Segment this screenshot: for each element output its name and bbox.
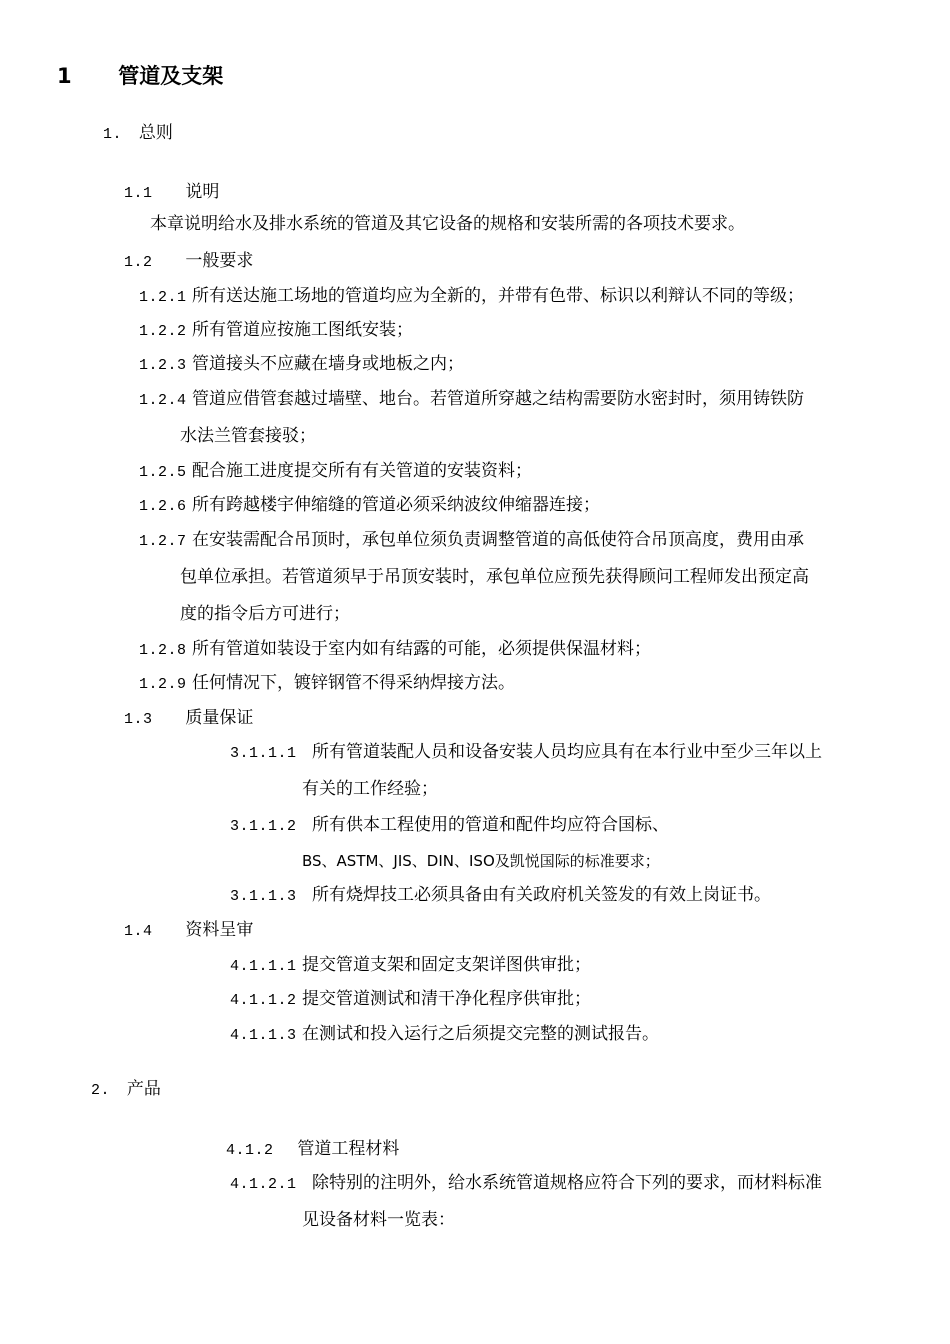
list-item: 1.2.4 管道应借管套越过墙壁、地台。若管道所穿越之结构需要防水密封时，须用铸铁防 (139, 389, 804, 409)
list-item: 1.2.9 任何情况下，镀锌钢管不得采纳焊接方法。 (139, 673, 515, 693)
list-item: 3.1.1.1 所有管道装配人员和设备安装人员均应具有在本行业中至少三年以上 (230, 742, 822, 762)
list-item: 1.2.6 所有跨越楼宇伸缩缝的管道必须采纳波纹伸缩器连接； (139, 495, 600, 515)
list-item: 3.1.1.2 所有供本工程使用的管道和配件均应符合国标、 (230, 815, 669, 835)
list-item: 1.2.8 所有管道如装设于室内如有结露的可能，必须提供保温材料； (139, 639, 651, 659)
list-item-continuation: BS、ASTM、JIS、DIN、ISO及凯悦国际的标准要求； (302, 852, 660, 870)
subsection-heading-1-3: 1.3 质量保证 (124, 708, 254, 728)
list-item: 1.2.7 在安装需配合吊顶时，承包单位须负责调整管道的高低使符合吊顶高度，费用由承 (139, 530, 804, 550)
list-item: 4.1.1.2 提交管道测试和清干净化程序供审批； (230, 989, 591, 1009)
list-item: 1.2.2 所有管道应按施工图纸安装； (139, 320, 413, 340)
subsection-heading-1-1: 1.1 说明 (124, 182, 220, 202)
list-item: 3.1.1.3 所有烧焊技工必须具备由有关政府机关签发的有效上岗证书。 (230, 885, 771, 905)
list-item: 1.2.1 所有送达施工场地的管道均应为全新的，并带有色带、标识以利辩认不同的等级； (139, 286, 804, 306)
section-heading-products: 2. 产品 (91, 1079, 161, 1099)
paragraph-1-1: 本章说明给水及排水系统的管道及其它设备的规格和安装所需的各项技术要求。 (150, 214, 745, 234)
list-item: 4.1.1.1 提交管道支架和固定支架详图供审批； (230, 955, 591, 975)
chapter-number: 1 (57, 64, 72, 88)
subsection-heading-4-1-2: 4.1.2 管道工程材料 (226, 1139, 400, 1159)
chapter-heading (57, 63, 223, 89)
list-item: 1.2.5 配合施工进度提交所有有关管道的安装资料； (139, 461, 532, 481)
list-item-continuation: 包单位承担。若管道须早于吊顶安装时，承包单位应预先获得顾问工程师发出预定高 (180, 567, 809, 587)
list-item: 4.1.1.3 在测试和投入运行之后须提交完整的测试报告。 (230, 1024, 659, 1044)
list-item-continuation: 见设备材料一览表： (302, 1210, 455, 1230)
subsection-heading-1-2: 1.2 一般要求 (124, 251, 254, 271)
chapter-title: 管道及支架 (118, 64, 224, 88)
list-item-continuation: 度的指令后方可进行； (180, 604, 350, 624)
list-item-continuation: 有关的工作经验； (302, 779, 438, 799)
list-item-continuation: 水法兰管套接驳； (180, 426, 316, 446)
section-heading-general: 1. 总则 (103, 123, 173, 143)
subsection-heading-1-4: 1.4 资料呈审 (124, 920, 254, 940)
list-item: 4.1.2.1 除特别的注明外，给水系统管道规格应符合下列的要求，而材料标准 (230, 1173, 822, 1193)
list-item: 1.2.3 管道接头不应藏在墙身或地板之内； (139, 354, 464, 374)
